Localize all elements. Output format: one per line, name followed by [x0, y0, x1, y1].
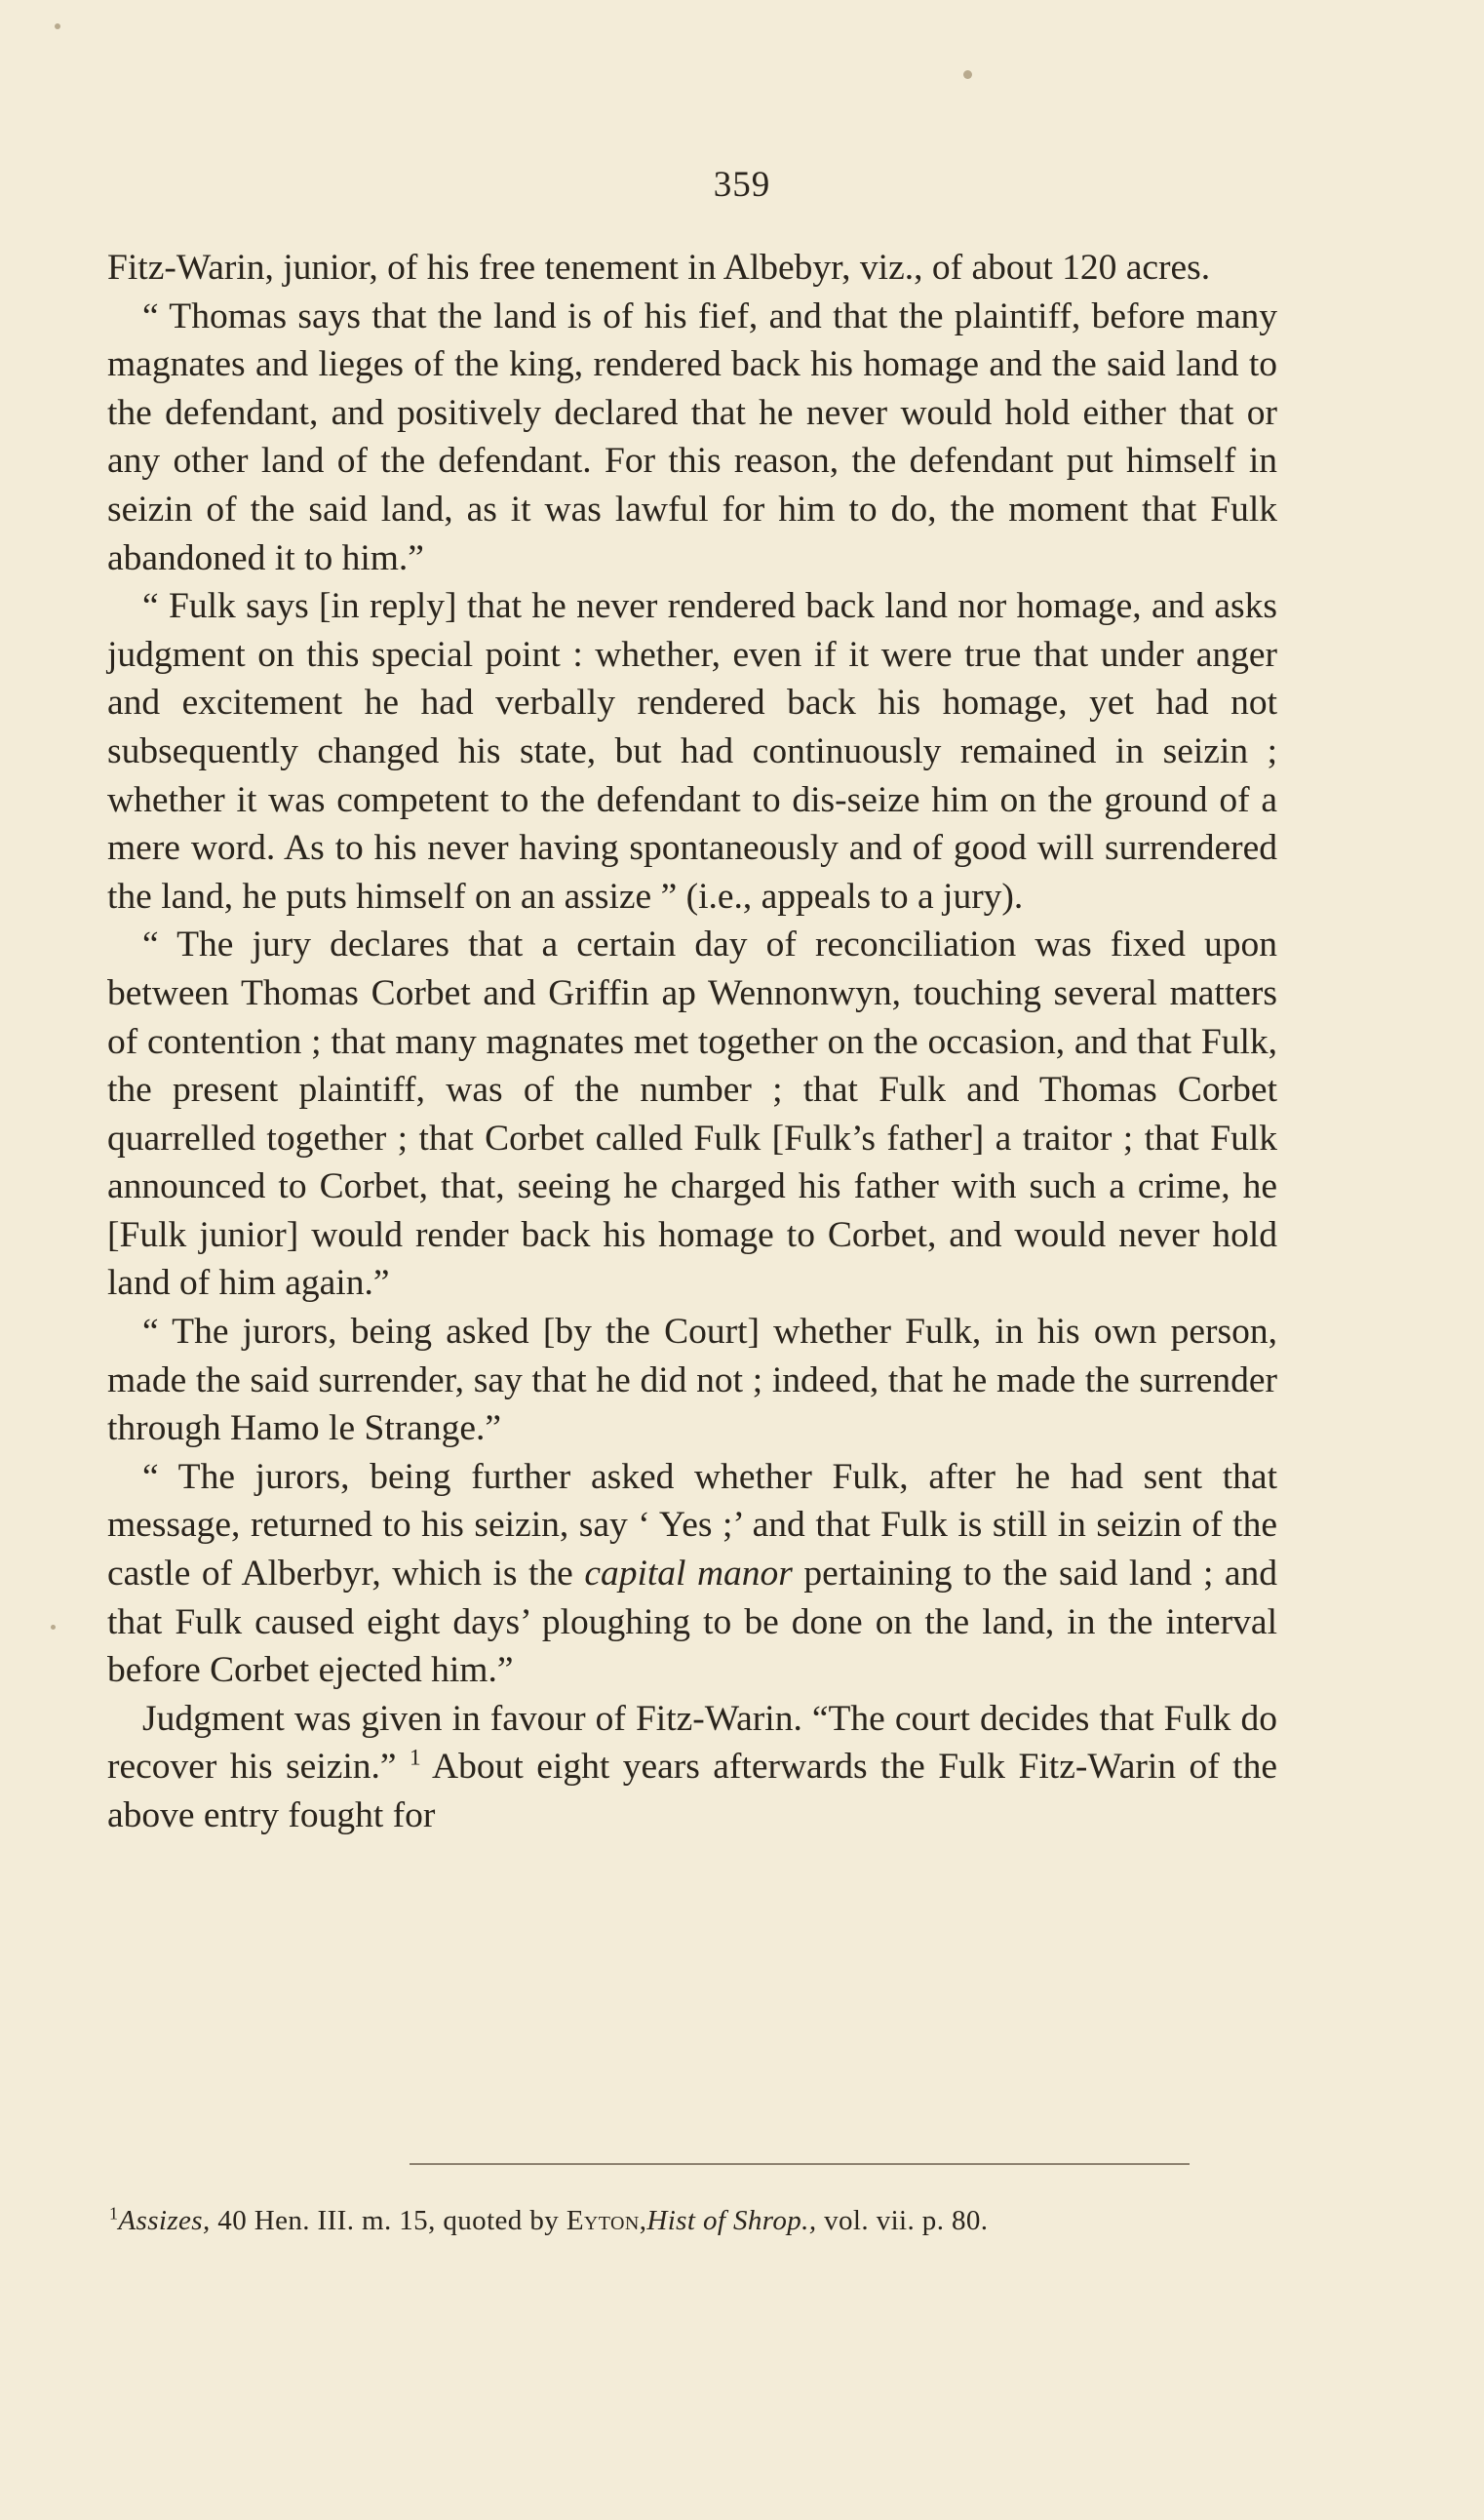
paragraph-4: “ The jury declares that a certain day of reconciliation was fixed upon between Thomas Corbet and Griffin ap Wennonwyn, touching several matters of contention ; that many magnates met together on the occasion, and that Fulk, the present plaintiff, was of the number ; that Fulk and Thomas Corbet quarrelled together ; that Corbet called Fulk [Fulk’s father] a traitor ; that Fulk announced to Corbet, that, seeing he charged his father with such a crime, he [Fulk junior] would render back his homage to Corbet, and would never hold land of him again.”: [107, 925, 1277, 1304]
paragraph-2: “ Thomas says that the land is of his fief, and that the plaintiff, before many magnates and lieges of the king, rendered back his homage and the said land to the defendant, and positively declared that he never would hold either that or any other land of the defendant. For this reason, the defendant put himself in seizin of the said land, as it was lawful for him to do, the moment that Fulk abandoned it to him.”: [107, 295, 1277, 578]
footnote-reference-mark: 1: [410, 1745, 421, 1771]
paragraph-6-italic: capital manor: [584, 1554, 793, 1595]
footnote-source: Assizes,: [118, 2205, 211, 2236]
footnote-reference: 40 Hen. III. m. 15, quoted by: [210, 2205, 566, 2236]
paragraph-5: “ The jurors, being asked [by the Court] whether Fulk, in his own person, made the said surrender, say that he did not ; indeed, that he made the surrender through Hamo le Strange.”: [107, 1312, 1277, 1449]
footnote-author: Eyton,: [566, 2205, 647, 2236]
paper-speck: [51, 1625, 56, 1630]
paragraph-1: Fitz-Warin, junior, of his free tenement in Albebyr, viz., of about 120 acres.: [107, 248, 1211, 288]
paragraph-7: [107, 1695, 1277, 1840]
paragraph-3: “ Fulk says [in reply] that he never rendered back land nor homage, and asks judgment on this special point : whether, even if it were true that under anger and excitement he had verbally rendered back his homage, yet had not subsequently changed his state, but had continuously remained in seizin ; whether it was competent to the defendant to dis-seize him on the ground of a mere word. As to his never having spontaneously and of good will surrendered the land, he puts himself on an assize ” (i.e., appeals to a jury).: [107, 586, 1277, 917]
paragraph-6-start: “ The jurors, being further asked whether Fulk, after he had sent that message, returned to his seizin, say ‘ Yes ;’ and that Fulk is still in seizin of the castle of Alberbyr, which is the: [107, 1456, 1277, 1595]
footnote-work: Hist of Shrop.,: [646, 2205, 817, 2236]
paragraph-6: [107, 1453, 1277, 1695]
footnote-tail: vol. vii. p. 80.: [816, 2205, 989, 2236]
footnote-mark: 1: [109, 2203, 119, 2224]
paper-speck: [963, 70, 972, 79]
paper-speck: [55, 23, 60, 29]
paragraph-7-end: About eight years afterwards the Fulk Fitz-Warin of the above entry fought for: [107, 1747, 1277, 1835]
footnote-divider: [410, 2163, 1190, 2165]
footnote: [109, 2203, 1279, 2238]
page-number: 359: [713, 165, 771, 205]
paragraph-7-start: Judgment was given in favour of Fitz-Warin. “The court decides that Fulk do recover his seizin.”: [107, 1698, 1277, 1788]
body-text: [107, 244, 1277, 1840]
paragraph-6-end: pertaining to the said land ; and that Fulk caused eight days’ ploughing to be done on the land, in the interval before Corbet ejected him.”: [107, 1554, 1278, 1691]
